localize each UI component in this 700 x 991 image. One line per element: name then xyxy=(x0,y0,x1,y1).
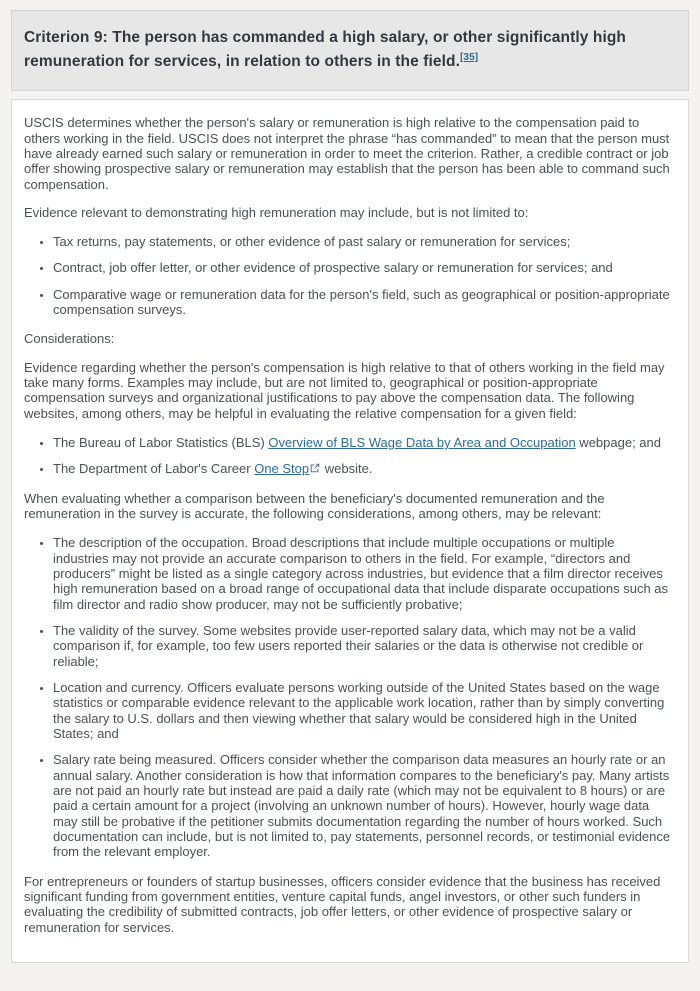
criterion-title xyxy=(24,26,672,74)
considerations-bullet-list xyxy=(24,535,672,859)
paragraph-evidence-intro: Evidence relevant to demonstrating high remuneration may include, but is not limited to: xyxy=(24,204,529,220)
paragraph-entrepreneurs: For entrepreneurs or founders of startup businesses, officers consider evidence that the business has received significant funding from government entities, venture capital funds, angel investors, or other such funders in evaluating the credibility of submitted contracts, job offer letters, or other evidence of prospective salary or remuneration for services. xyxy=(24,873,661,935)
onestop-bullet-post: website. xyxy=(321,461,373,477)
content-panel xyxy=(11,99,689,963)
list-item: • The validity of the survey. Some websites provide user-reported salary data, which may not be a valid comparison if, for example, too few users reported their salaries or the data is otherwise not credible or reliable; xyxy=(53,623,672,669)
list-item xyxy=(53,435,672,450)
considerations-label: Considerations: xyxy=(24,331,115,347)
criterion-header xyxy=(11,10,689,91)
career-one-stop-link[interactable]: One Stop xyxy=(254,461,310,477)
evidence-bullet-list xyxy=(24,234,672,317)
list-item: • Location and currency. Officers evaluate persons working outside of the United States based on the wage statistics or comparable evidence relevant to the applicable work location, rather than by simply converting the salary to U.S. dollars and then viewing whether that salary would be considered high in the United States; and xyxy=(53,680,672,741)
list-item: • The description of the occupation. Broad descriptions that include multiple occupations or multiple industries may not provide an accurate comparison to others in the field. For example, “directors and producers” might be listed as a single category across industries, but evidence that a film director receives high remuneration based on a broad range of occupational data that include disparate occupations such as film director and radio show producer, may not be sufficiently probative; xyxy=(53,535,672,612)
list-item: • Salary rate being measured. Officers consider whether the comparison data measures an hourly rate or an annual salary. Another consideration is how that information compares to the beneficiary's pay. Many artists are not paid an hourly rate but instead are paid a daily rate (which may not be equivalent to 8 hours) or are paid a certain amount for a project (involving an unknown number of hours). However, hourly wage data may still be probative if the petitioner submits documentation regarding the number of hours worked. Such documentation can include, but is not limited to, pay statements, personnel records, or testimonial evidence from the relevant employer. xyxy=(53,752,672,859)
external-link-icon xyxy=(310,463,320,473)
website-bullet-list xyxy=(24,435,672,477)
criterion-title-text: Criterion 9: The person has commanded a high salary, or other significantly high remuneration for services, in relation to others in the field. xyxy=(24,29,626,71)
paragraph-when-evaluating: When evaluating whether a comparison between the beneficiary's documented remuneration and the remuneration in the survey is accurate, the following considerations, among others, may be relevant: xyxy=(24,490,605,522)
list-item: • Contract, job offer letter, or other evidence of prospective salary or remuneration for services; and xyxy=(53,260,672,275)
bls-bullet-pre: The Bureau of Labor Statistics (BLS) xyxy=(53,435,269,451)
list-item: • Comparative wage or remuneration data for the person's field, such as geographical or position-appropriate compensation surveys. xyxy=(53,287,672,318)
list-item xyxy=(53,461,672,476)
bls-bullet-post: webpage; and xyxy=(575,435,661,451)
list-item: • Tax returns, pay statements, or other evidence of past salary or remuneration for services; xyxy=(53,234,672,249)
paragraph-uscis-determines: USCIS determines whether the person's salary or remuneration is high relative to the compensation paid to others working in the field. USCIS does not interpret the phrase “has commanded” to mean that the person must have already earned such salary or remuneration in order to meet the criterion. Rather, a credible contract or job offer showing prospective salary or remuneration may establish that the person has been able to command such compensation. xyxy=(24,115,670,192)
paragraph-evidence-forms: Evidence regarding whether the person's compensation is high relative to that of others working in the field may take many forms. Examples may include, but are not limited to, geographical or position-appropriate compensation surveys and organizational justifications to pay above the compensation data. The following websites, among others, may be helpful in evaluating the relative compensation for a given field: xyxy=(24,359,665,421)
onestop-bullet-pre: The Department of Labor's Career xyxy=(53,461,255,477)
footnote-35-link[interactable]: [35] xyxy=(459,52,479,64)
bls-wage-data-link[interactable]: Overview of BLS Wage Data by Area and Occupation xyxy=(268,435,576,451)
